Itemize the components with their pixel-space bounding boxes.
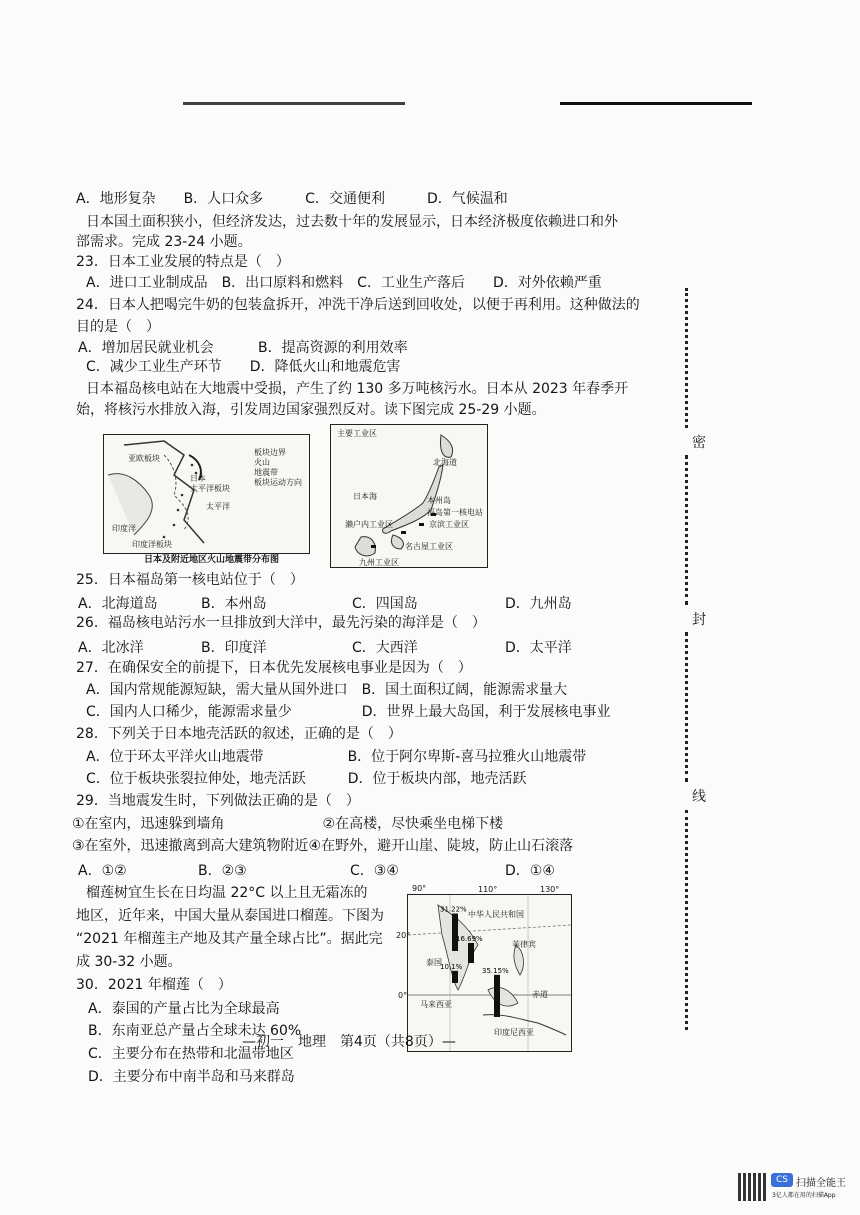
q26-option: D．太平洋 (505, 640, 572, 656)
text-line: 始，将核污水排放入海，引发周边国家强烈反对。读下图完成 25-29 小题。 (76, 402, 546, 418)
camscanner-logo: CS (771, 1173, 793, 1187)
text-line: 30．2021 年榴莲（ ） (76, 977, 232, 993)
map2-label: 京滨工业区 (429, 520, 469, 529)
text-line: ③在室外，迅速撤离到高大建筑物附近④在野外，避开山崖、陡坡，防止山石滚落 (72, 838, 574, 854)
map2-label: 福岛第一核电站 (427, 508, 483, 517)
text-line: 28．下列关于日本地壳活跃的叙述，正确的是（ ） (76, 726, 402, 742)
map3-label: 泰国 (426, 958, 442, 967)
map2-label: 本州岛 (427, 496, 451, 505)
text-line: 25．日本福岛第一核电站位于（ ） (76, 572, 304, 588)
text-line: A．地形复杂 B．人口众多 C．交通便利 D．气候温和 (76, 191, 508, 207)
map1-legend: 火山 (254, 458, 270, 467)
q26-option: B．印度洋 (201, 640, 267, 656)
text-line: A．进口工业制成品 B．出口原料和燃料 C．工业生产落后 D．对外依赖严重 (86, 275, 602, 291)
map1-label: 印度洋板块 (132, 540, 172, 549)
map1-label: 太平洋板块 (190, 484, 230, 493)
map3-lat-label: 0° (398, 991, 408, 1000)
binding-dotted-line (685, 632, 692, 782)
q25-option: B．本州岛 (201, 596, 267, 612)
durian-bar (452, 971, 458, 983)
q29-option: D．①④ (505, 863, 555, 879)
q26-option: C．大西洋 (352, 640, 418, 656)
durian-bar (494, 975, 500, 1017)
text-line: 榴莲树宜生长在日均温 22°C 以上且无霜冻的 (86, 885, 368, 901)
text-line: 24．日本人把喝完牛奶的包装盒拆开，冲洗干净后送到回收处，以便于再利用。这种做法的 (76, 297, 640, 313)
map-japan-plates (103, 434, 310, 554)
text-line: 27．在确保安全的前提下，日本优先发展核电事业是因为（ ） (76, 660, 472, 676)
text-line: 日本国土面积狭小，但经济发达，过去数十年的发展显示，日本经济极度依赖进口和外 (86, 214, 618, 230)
header-rule-left (183, 102, 405, 105)
scanner-name: 扫描全能王 (796, 1178, 846, 1189)
map3-label: 赤道 (532, 990, 548, 999)
durian-bar-label: 10.1% (440, 962, 463, 971)
text-line: C．位于板块张裂拉伸处，地壳活跃 D．位于板块内部，地壳活跃 (86, 771, 527, 787)
text-line: 成 30-32 小题。 (76, 954, 182, 970)
q29-option: A．①② (78, 863, 127, 879)
q30-option: D．主要分布中南半岛和马来群岛 (88, 1069, 295, 1085)
binding-mark-mi: 密 (692, 435, 706, 451)
text-line: 日本福岛核电站在大地震中受损，产生了约 130 多万吨核污水。日本从 2023 年春季开 (86, 381, 629, 397)
durian-bar-label: 35.15% (482, 966, 509, 975)
binding-dotted-line (685, 288, 692, 428)
text-line: 29．当地震发生时，下列做法正确的是（ ） (76, 793, 360, 809)
header-rule-right (560, 102, 752, 105)
map3-label: 马来西亚 (420, 1000, 452, 1009)
q30-option: B．东南亚总产量占全球未达 60% (88, 1023, 302, 1039)
scanner-subtitle: 3亿人都在用的扫描App (772, 1192, 836, 1199)
map1-label: 日本 (190, 474, 206, 483)
qr-code-icon (738, 1173, 766, 1201)
map3-label: 菲律宾 (512, 940, 536, 949)
map2-label: 九州工业区 (359, 558, 399, 567)
map3-lon-label: 110° (478, 885, 498, 894)
durian-bar-label: 31.22% (440, 905, 467, 914)
q24-option-a: A．增加居民就业机会 (78, 340, 214, 356)
durian-bar-label: 16.69% (456, 934, 483, 943)
q29-option: C．③④ (350, 863, 399, 879)
q30-option: A．泰国的产量占比为全球最高 (88, 1001, 280, 1017)
text-line: C．国内人口稀少，能源需求量少 D．世界上最大岛国，利于发展核电事业 (86, 704, 611, 720)
text-line: 部需求。完成 23-24 小题。 (76, 234, 252, 250)
text-line: 目的是（ ） (76, 319, 160, 335)
map1-label: 亚欧板块 (128, 454, 160, 463)
durian-bar (468, 943, 474, 963)
map1-legend: 板块边界 (254, 448, 286, 457)
text-line: A．位于环太平洋火山地震带 B．位于阿尔卑斯-喜马拉雅火山地震带 (86, 749, 587, 765)
map1-legend: 地震带 (254, 468, 278, 477)
text-line: 26．福岛核电站污水一旦排放到大洋中，最先污染的海洋是（ ） (76, 615, 486, 631)
binding-dotted-line (685, 455, 692, 605)
binding-dotted-line (685, 810, 692, 1030)
text-line: “2021 年榴莲主产地及其产量全球占比”。据此完 (76, 931, 383, 947)
q24-option-b: B．提高资源的利用效率 (258, 340, 408, 356)
map1-caption: 日本及附近地区火山地震带分布图 (144, 555, 280, 565)
map3-label: 印度尼西亚 (494, 1028, 534, 1037)
map3-label: 中华人民共和国 (468, 910, 524, 919)
q26-option: A．北冰洋 (78, 640, 144, 656)
map1-label: 印度洋 (112, 524, 136, 533)
binding-mark-xian: 线 (692, 789, 706, 805)
map1-label: 太平洋 (206, 502, 230, 511)
map1-legend: 板块运动方向 (254, 478, 302, 487)
binding-mark-feng: 封 (692, 612, 706, 628)
q29-option: B．②③ (198, 863, 247, 879)
q25-option: D．九州岛 (505, 596, 572, 612)
text-line: 地区，近年来，中国大量从泰国进口榴莲。下图为 (76, 908, 384, 924)
map2-label: 濑户内工业区 (345, 520, 393, 529)
durian-bar (452, 914, 458, 951)
map2-label: 名古屋工业区 (405, 542, 453, 551)
q30-option: C．主要分布在热带和北温带地区 (88, 1046, 294, 1062)
page-footer: —初一 地理 第4页（共8页）— (242, 1034, 456, 1050)
map2-legend: 主要工业区 (337, 429, 377, 438)
text-line: A．国内常规能源短缺，需大量从国外进口 B．国土面积辽阔，能源需求量大 (86, 682, 568, 698)
text-line: ①在室内，迅速躲到墙角 ②在高楼，尽快乘坐电梯下楼 (72, 816, 504, 832)
map3-lat-label: 20° (396, 931, 411, 940)
map-japan-industry (330, 424, 488, 568)
text-line: 23．日本工业发展的特点是（ ） (76, 254, 290, 270)
text-line: C．减少工业生产环节 D．降低火山和地震危害 (86, 359, 401, 375)
q25-option: A．北海道岛 (78, 596, 158, 612)
map2-label: 日本海 (353, 492, 377, 501)
q25-option: C．四国岛 (352, 596, 418, 612)
map3-lon-label: 90° (412, 884, 427, 893)
map2-label: 北海道 (433, 458, 457, 467)
map3-lon-label: 130° (540, 885, 560, 894)
